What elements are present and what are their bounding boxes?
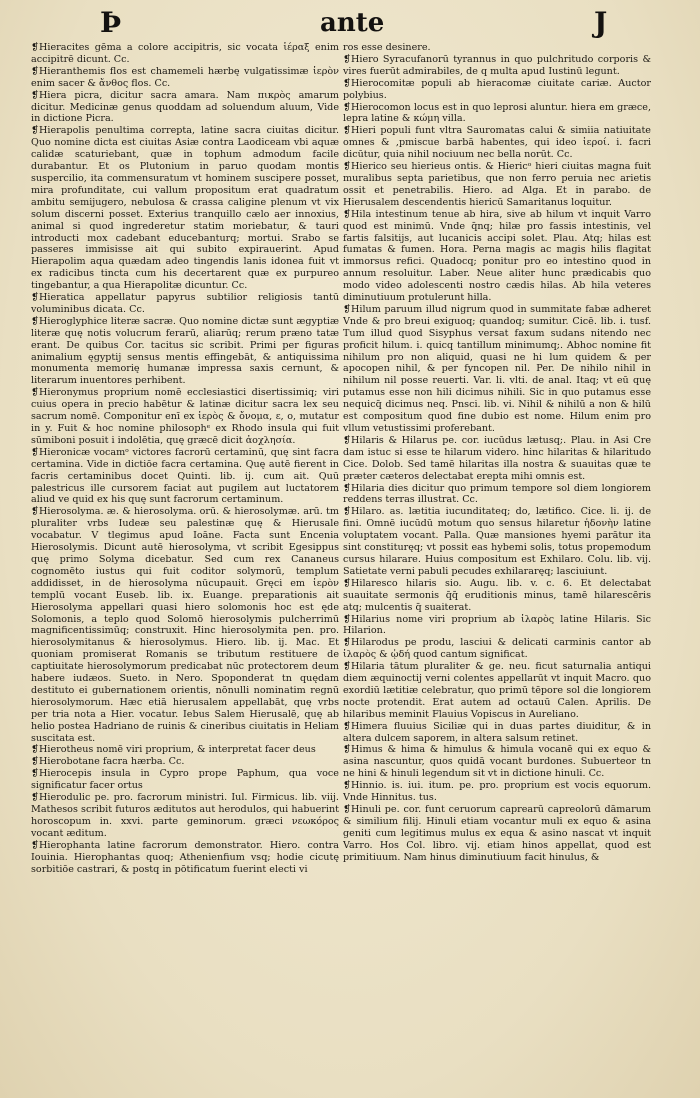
dictionary-entry: ❡Hila intestinum tenue ab hira, sive ab hilum vt inquit Varro quod est minimū. Vnde q̄nq; hilæ pro fassis intestinis, vel fartis falsitijs, aut lucanicis accipi solet. Plau. Atq; hilas est fumatas & fumen. Hora. Perna magis ac magis hilis flagitat immorsus refici. Quadocq; ponitur pro eo intestino quod in annum resoluitur. Laber. Neue aliter hunc prædicabis quo modo video adolescenti nostro cædis hilas. Ab hila veteres diminutiuum protulerunt hilla.	[343, 208, 651, 304]
dictionary-entry: ❡Hilaro. as. lætitia iucunditateq; do, lætifico. Cice. li. ij. de fini. Omnē iucūdū motum quo sensus hilaretur ἡδονὴν latine voluptatem vocant. Palla. Quæ mansiones hyemi parātur ita sint constituręq; vt possit eas hybemi solis, totus propemodum cursus hilarare. Huius compositum est Exhilaro. Colu. lib. vij. Satietate verni pabuli pecudes exhilararęq; lasciuiunt.	[343, 506, 651, 577]
dictionary-entry: ❡Hilaresco hilaris sio. Augu. lib. v. c. 6. Et delectabat suauitate sermonis q̄q̄ eruditionis minus, tamē hilarescēris atq; mulcentis q̄ suaiterat.	[343, 577, 651, 613]
dictionary-entry: ❡Hierapolis penultima correpta, latine sacra ciuitas dicitur. Quo nomine dicta est ciuitas Asiæ contra Laodiceam vbi aquæ calidæ scaturiebant, quæ in tophum admodum facile durabantur. Et os Plutonium in paruo quodam montis suspercilio, ita commensuratum vt hominem suscipere posset, mira profunditate, cui vallum propositum erat quadratum ambitu semijugero, nebulosa & crassa caligine plenum vt vix solum discerni posset. Exterius tranquillo cælo aer innoxius, animal si quod ingrederetur statim moriebatur, & tauri introducti mox cadebant educebanturq; mortui. Srabo se passeres immisisse ait qui subito expirauerint. Apud Hierapolim aqua quædam adeo tingendis lanis idonea fuit vt ex radicibus tincta cum his decertarent quæ ex purpureo tingebantur, a qua Hierapolitæ dicuntur. Cc.	[31, 125, 339, 292]
dictionary-entry: ❡Hieronicæ vocamᵒ victores facrorū certaminū, quę sint facra certamina. Vide in dictiōe facra certamina. Quę autē fierent in facris certaminibus docet Quinti. lib. ij. cum ait. Quū palestricus ille cursorem faciat aut pugilem aut luctatorem aliud ve quid ex his quę sunt facrorum certaminum.	[31, 446, 339, 506]
dictionary-entry: ❡Hieranthemis flos est chamemeli hærbę vulgatissimæ ἱερὸν enim sacer & ἄνθος flos. Cc.	[31, 65, 339, 89]
dictionary-entry: ❡Hierophanta latine facrorum demonstrator. Hiero. contra Iouinia. Hierophantas quoq; Athenienfium vsq; hodie cicutę sorbitiōe castrari, & postq in pōtificatum fuerint electi vi	[31, 839, 339, 875]
dictionary-entry: ❡Hierocepis insula in Cypro prope Paphum, qua voce significatur facer ortus	[31, 768, 339, 792]
dictionary-entry: ❡Hieri populi funt vltra Sauromatas calui & simiia natiuitate omnes & ,pmiscue barbā habentes, qui ideo ἱεροί. i. facri dicūtur, quia nihil nociuum nec bella norūt. Cc.	[343, 125, 651, 161]
dictionary-entry: ❡Hierotheus nomē viri proprium, & interpretat facer deus	[31, 744, 316, 756]
dictionary-entry: ❡Hilaris & Hilarus pe. cor. iucūdus lætusq;. Plau. in Asi Cre dam istuc si esse te hilarum videro. hinc hilaritas & hilaritudo Cice. Dolob. Sed tamē hilaritas illa nostra & suauitas quæ te præter cæteros delectabat erepta mihi omnis est.	[343, 434, 651, 482]
dictionary-entry: ❡Himera fluuius Siciliæ qui in duas partes diuiditur, & in altera dulcem saporem, in altera salsum retinet.	[343, 720, 651, 744]
dictionary-entry: ❡Hilaria tātum pluraliter & ge. neu. ficut saturnalia antiqui diem æquinoctij verni colentes appellarūt vt inquit Macro. quo exordiū lætitiæ celebratur, quo primū tēpore sol die longiorem nocte protendit. Erat autem ad octauū Calen. Aprilis. De hilaribus meminit Flauius Vopiscus in Aureliano.	[343, 661, 651, 720]
dictionary-entry: ❡Himus & hima & himulus & himula vocanē qui ex equo & asina nascuntur, quos quidā vocant burdones. Subuerteor tn ne hini & hinuli legendum sit vt in dictione hinuli. Cc.	[343, 744, 651, 780]
dictionary-entry: ❡Hilaria dies dicitur quo primum tempore sol diem longiorem reddens terras illustrat. Cc.	[343, 482, 651, 506]
dictionary-entry: ❡Hinuli pe. cor. funt ceruorum caprearū capreolorū dāmarum & similium filij. Hinuli etiam vocantur muli ex equo & asina geniti cum legitimus mulus ex equa & asino nascat vt inquit Varro. Hos Col. libro. vij. etiam hinos appellat, quod est primitiuum. Nam hinus diminutiuum facit hinulus, &	[343, 804, 651, 863]
dictionary-entry: ❡Hierico seu hierieus ontis. & Hiericᵒ hieri ciuitas magna fuit muralibus septa parietibus, que non ferro peruia nec arietis ossit et penetrabilis. Hiero. ad Alga. Et in parabo. de Hierusalem descendentis hiericū Samaritanus loquitur.	[343, 161, 651, 208]
dictionary-entry: ❡Hieronymus proprium nomē ecclesiastici disertissimiq; viri cuius opera in precio habētur & latinæ dicitur sacra lex seu sacrum nomē. Componitur enī ex ἱερὸς & ὄνομα, ε, o, mutatur in y. Fuit & hoc nomine philosophᵉ ex Rhodo insula qui fuit sūmiboni posuit i indolētia, quę græcē dicit ἀοχλησία.	[31, 387, 339, 446]
running-head-title: ante	[320, 8, 385, 38]
dictionary-entry: ❡Hiera picra, dicitur sacra amara. Nam πικρὸς amarum dicitur. Medicinæ genus quoddam ad soluendum aluum, Vide in dictione Picra.	[31, 89, 339, 125]
dictionary-entry: ❡Hiero Syracufanorū tyrannus in quo pulchritudo corporis & vires fuerūt admirabiles, de q multa apud Iustinū legunt.	[343, 53, 651, 77]
dictionary-entry: ❡Hieracites gēma a colore accipitris, sic vocata ἱέραξ enim accipitrē dicunt. Cc.	[31, 42, 339, 65]
running-head-signature: J	[594, 6, 608, 39]
dictionary-entry: ❡Hilarodus pe produ, lasciui & delicati carminis cantor ab ἱλαρὸς & ᾠδή quod cantum significat.	[343, 637, 651, 661]
dictionary-entry: ❡Hieratica appellatur papyrus subtilior religiosis tantū voluminibus dicata. Cc.	[31, 292, 339, 315]
dictionary-entry: ❡Hilum paruum illud nigrum quod in summitate fabæ adheret Vnde & pro breui exiguoq; quandoq; sumitur. Cicē. lib. i. tusf. Tum illud quod Sisyphus versat faxum sudans nitendo nec proficit hilum. i. quicq tantillum minimumq;. Abhoc nomine fit nihilum pro non aliquid, quasi ne hi lum quidem & per apocopen nihil, & per fyncopen nil. Per. De nihilo nihil in nihilum nil posse reuerti. Var. li. vlti. de anal. Itaq; vt eū quę putamus esse non hili dicimus nihili. Sic in quo putamus esse nequicq̄ dicimus neq. Pnsci. lib. vi. Nihil & nihilū a non & hilū est compositum quod fine dubio est nome. Hilum enim pro vllum vetustissimi proferebant.	[343, 303, 651, 434]
dictionary-entry: ❡Hierodulic pe. pro. facrorum ministri. Iul. Firmicus. lib. viij. Mathesos scribit futuros æditutos aut herodulos, qui habuerint horoscopum in. xxvi. parte geminorum. græci νεωκόρος vocant æditum.	[31, 792, 339, 839]
dictionary-entry: ❡Hinnio. is. iui. itum. pe. pro. proprium est vocis equorum. Vnde Hinnitus. tus.	[343, 780, 651, 804]
dictionary-entry: ❡Hilarius nome viri proprium ab ἱλαρὸς latine Hilaris. Sic Hilarion.	[343, 613, 651, 637]
dictionary-entry: ❡Hierocomon locus est in quo leprosi aluntur. hiera em græce, lepra latine & κώμη villa.	[343, 101, 651, 125]
dictionary-entry: ros esse desinere.	[343, 42, 431, 53]
dictionary-entry: ❡Hieroglyphice literæ sacræ. Quo nomine dictæ sunt ægyptiæ literæ quę notis volucrum ferarū, aliarūq; rerum præno tatæ erant. De quibus Cor. tacitus sic scribit. Primi per figuras animalium ęgyptij sensus mentis effingebāt, & antiquissima monumenta memorię humanæ impressa saxis cernunt, & literarum inuentores perhibent.	[31, 315, 339, 387]
dictionary-entry: ❡Hierosolyma. æ. & hierosolyma. orū. & hierosolymæ. arū. tm pluraliter vrbs Iudeæ seu palestinæ quę & Hierusale vocabatur. V tlegimus apud Ioāne. Facta sunt Encenia Hierosolymis. Dicunt autē hierosolyma, vt scribit Egesippus quę primo Solyma dicebatur. Sed cum rex Cananeus cognomēto iustus qui fuit coditor solymorū, templum addidisset, in de hierosolyma nūcupauit. Gręci em ἱερὸν templū vocant Euseb. lib. ix. Euange. preparationis ait Hierosolyma appellari quasi hiero solomonis hoc est ęde Solomonis, a teplo quod Solomō hierosolymis pulcherrimū magnificentissimūq; construxit. Hinc hierosolymita pen. pro. hierosolymitanus & hierosolymus. Hiero. lib. ij. Mac. Et quoniam promiserat Romanis se tributum restituere de captiuitate hierosolymorum predicabat nūc protectorem deum habere iudæos. Sueto. in Nero. Spoponderat tn quędam destituto ei gubernationem orientis, nōnulli nominatim regnū hierosolymorum. Hæc etiā hierusalem appellabāt, quę vrbs per tria nota a Hier. vocatur. Iebus Salem Hierusalē, quę ab helio postea Hadriano de ruinis & cineribus ciuitatis in Heliam suscitata est.	[31, 506, 339, 744]
right-column	[343, 42, 651, 1087]
dictionary-entry: ❡Hierocomitæ populi ab hieracomæ ciuitate cariæ. Auctor polybius.	[343, 77, 651, 101]
left-column	[31, 42, 339, 1087]
running-head-left: Þ	[100, 6, 123, 39]
dictionary-entry: ❡Hierobotane facra hærba. Cc.	[31, 756, 185, 768]
